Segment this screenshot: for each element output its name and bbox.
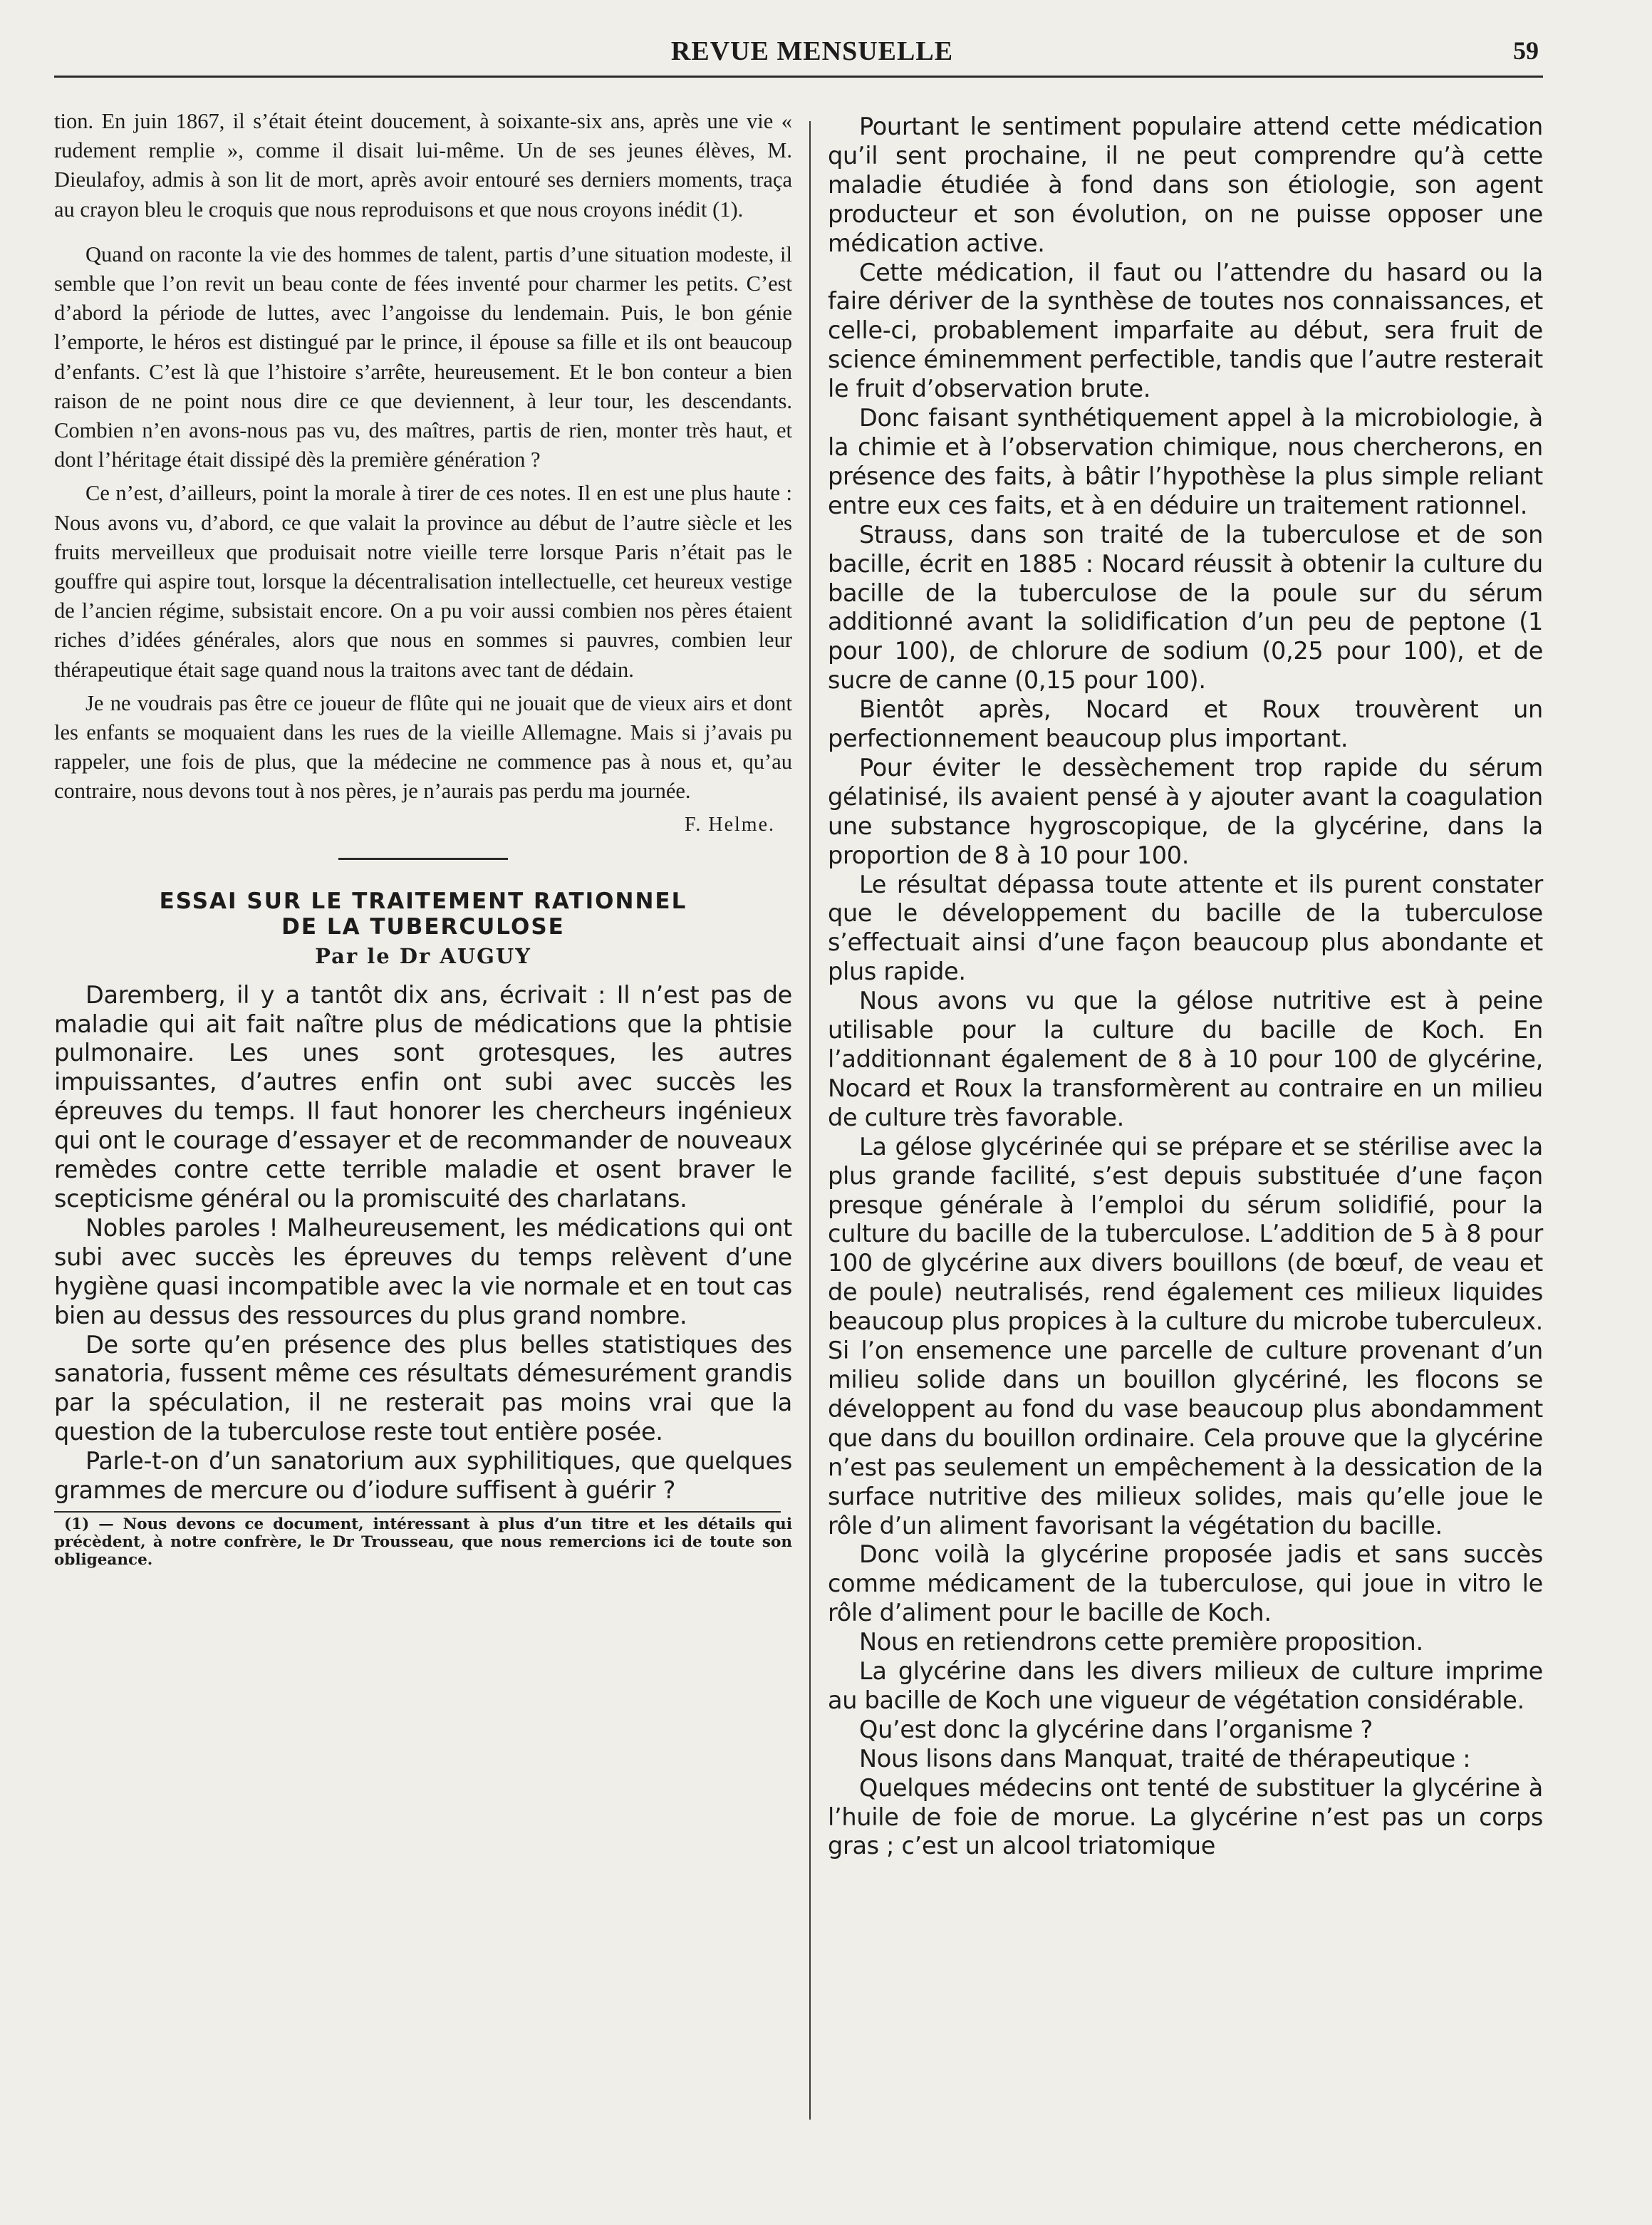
article-paragraph: Nous avons vu que la gélose nutritive est à peine utilisable pour la culture du bacille de Koch. En l’additionnant également de 8 à 10 pour 100 de glycérine, Nocard et Roux la transformèrent au contraire en un milieu de culture très favorable. <box>828 987 1543 1131</box>
article-paragraph: Cette médication, il faut ou l’attendre du hasard ou la faire dériver de la synthèse de toutes nos connaissances, et celle-ci, probablement imparfaite au début, sera fruit de science éminemment perfectible, tandis que l’autre resterait le fruit d’observation brute. <box>828 258 1543 403</box>
article-paragraph: Bientôt après, Nocard et Roux trouvèrent un perfectionnement beaucoup plus important. <box>828 695 1543 753</box>
article-title-line: ESSAI SUR LE TRAITEMENT RATIONNEL <box>159 888 687 914</box>
article-paragraph: La gélose glycérinée qui se prépare et se stérilise avec la plus grande facilité, s’est depuis substituée d’une façon presque générale à l’emploi du sérum solidifié, pour la culture du bacille de la tuberculose. L’addition de 5 à 8 pour 100 de glycérine aux divers bouillons (de bœuf, de veau et de poule) neutralisés, rend également ces milieux liquides beaucoup plus propices à la culture du microbe tuberculeux. Si l’on ensemence une parcelle de culture provenant d’un milieu solide dans un bouillon glycériné, les flocons se développent au fond du vase beaucoup plus abondamment que dans du bouillon ordinaire. Cela prouve que la glycérine n’est pas seulement un empêchement à la dessication de la surface nutritive des milieux solides, mais qu’elle joue le rôle d’un aliment favorisant la végétation du bacille. <box>828 1132 1543 1540</box>
author-signature: F. Helme. <box>685 813 775 836</box>
article-paragraph: Nous lisons dans Manquat, traité de thérapeutique : <box>859 1744 1471 1773</box>
intro-paragraph: Quand on raconte la vie des hommes de talent, partis d’une situation modeste, il semble que l’on revit un beau conte de fées inventé pour charmer les petits. C’est d’abord la période de luttes, avec l’angoisse du lendemain. Puis, le bon génie l’emporte, le héros est distingué par le prince, il épouse sa fille et ils ont beaucoup d’enfants. C’est là que l’histoire s’arrête, heureusement. Et le bon conteur a bien raison de ne point nous dire ce que deviennent, à leur tour, les descendants. Combien n’en avons-nous pas vu, des maîtres, partis de rien, monter très haut, et dont l’héritage était dissipé dès la première génération ? <box>54 242 792 472</box>
article-paragraph: Nobles paroles ! Malheureusement, les médications qui ont subi avec succès les épreuves du temps relèvent d’une hygiène quasi incompatible avec la vie normale et en tout cas bien au dessus des ressources du plus grand nombre. <box>54 1213 792 1329</box>
article-paragraph: Donc voilà la glycérine proposée jadis et sans succès comme médicament de la tuberculose, qui joue in vitro le rôle d’aliment pour le bacille de Koch. <box>828 1540 1543 1627</box>
article-title-line: DE LA TUBERCULOSE <box>281 913 565 940</box>
article-paragraph: La glycérine dans les divers milieux de culture imprime au bacille de Koch une vigueur de végétation considérable. <box>828 1657 1543 1714</box>
article-paragraph: Qu’est donc la glycérine dans l’organisme ? <box>859 1715 1373 1743</box>
left-column <box>54 107 792 1569</box>
header-rule <box>54 76 1543 78</box>
article-paragraph: Le résultat dépassa toute attente et ils purent constater que le développement du bacille de la tuberculose s’effectuait ainsi d’une façon beaucoup plus abondante et plus rapide. <box>828 870 1543 986</box>
intro-paragraph: Ce n’est, d’ailleurs, point la morale à tirer de ces notes. Il en est une plus haute : Nous avons vu, d’abord, ce que valait la province au début de l’autre siècle et les fruits merveilleux que produisait notre vieille terre lorsque Paris n’était pas le gouffre qui aspire tout, lorsque la décentralisation intellectuelle, cet heureux vestige de l’ancien régime, subsistait encore. On a pu voir aussi combien nos pères étaient riches d’idées générales, alors que nous en sommes si pauvres, combien leur thérapeutique était sage quand nous la traitons avec tant de dédain. <box>54 481 792 682</box>
article-byline: Par le Dr AUGUY <box>315 943 531 968</box>
article-paragraph: Donc faisant synthétiquement appel à la microbiologie, à la chimie et à l’observation chimique, nous chercherons, en présence des faits, à bâtir l’hypothèse la plus simple reliant entre eux ces faits, et à en déduire un traitement rationnel. <box>828 404 1543 519</box>
right-column <box>828 113 1543 1861</box>
column-divider <box>809 121 811 2120</box>
article-paragraph: Daremberg, il y a tantôt dix ans, écrivait : Il n’est pas de maladie qui ait fait naître plus de médications que la phtisie pulmonaire. Les unes sont grotesques, les autres impuissantes, d’autres enfin ont subi avec succès les épreuves du temps. Il faut honorer les chercheurs ingénieux qui ont le courage d’essayer et de recommander de nouveaux remèdes contre cette terrible maladie et osent braver le scepticisme général ou la promiscuité des charlatans. <box>54 980 792 1213</box>
article-body-left <box>54 981 792 1505</box>
footnote-rule <box>54 1511 781 1513</box>
article-paragraph: Pourtant le sentiment populaire attend cette médication qu’il sent prochaine, il ne peut comprendre qu’à cette maladie étudiée à fond dans son étiologie, son agent producteur et son évolution, on ne puisse opposer une médication active. <box>828 113 1543 257</box>
article-title <box>54 888 792 940</box>
article-paragraph: Strauss, dans son traité de la tuberculose et de son bacille, écrit en 1885 : Nocard réussit à obtenir la culture du bacille de la tuberculose de la poule sur du sérum additionné avant la solidification d’un peu de peptone (1 pour 100), de chlorure de sodium (0,25 pour 100), et de sucre de canne (0,15 pour 100). <box>828 520 1543 695</box>
intro-paragraph: Je ne voudrais pas être ce joueur de flûte qui ne jouait que de vieux airs et dont les enfants se moquaient dans les rues de la vieille Allemagne. Mais si j’avais pu rappeler, une fois de plus, que la médecine ne commence pas à nous et, qu’au contraire, nous devons tout à nos pères, je n’aurais pas perdu ma journée. <box>54 690 792 804</box>
running-title: REVUE MENSUELLE <box>670 36 954 66</box>
footnote: (1) — Nous devons ce document, intéressant à plus d’un titre et les détails qui précèdent, à notre confrère, le Dr Trousseau, que nous remercions ici de toute son obligeance. <box>54 1515 792 1569</box>
page-number: 59 <box>1513 36 1539 65</box>
article-paragraph: Quelques médecins ont tenté de substituer la glycérine à l’huile de foie de morue. La glycérine n’est pas un corps gras ; c’est un alcool triatomique <box>828 1773 1543 1860</box>
article-paragraph: Pour éviter le dessèchement trop rapide du sérum gélatinisé, ils avaient pensé à y ajouter avant la coagulation une substance hygroscopique, de la glycérine, dans la proportion de 8 à 10 pour 100. <box>828 753 1543 869</box>
article-paragraph: Parle-t-on d’un sanatorium aux syphilitiques, que quelques grammes de mercure ou d’iodure suffisent à guérir ? <box>54 1447 792 1505</box>
section-rule <box>338 858 508 860</box>
article-paragraph: Nous en retiendrons cette première proposition. <box>859 1628 1423 1656</box>
article-paragraph: De sorte qu’en présence des plus belles statistiques des sanatoria, fussent même ces résultats démesurément grandis par la spéculation, il ne resterait pas moins vrai que la question de la tuberculose reste tout entière posée. <box>54 1330 792 1446</box>
intro-paragraph: tion. En juin 1867, il s’était éteint doucement, à soixante-six ans, après une vie « rudement remplie », comme il disait lui-même. Un de ses jeunes élèves, M. Dieulafoy, admis à son lit de mort, après avoir entouré ses derniers moments, traça au crayon bleu le croquis que nous reproduisons et que nous croyons inédit (1). <box>54 109 792 222</box>
